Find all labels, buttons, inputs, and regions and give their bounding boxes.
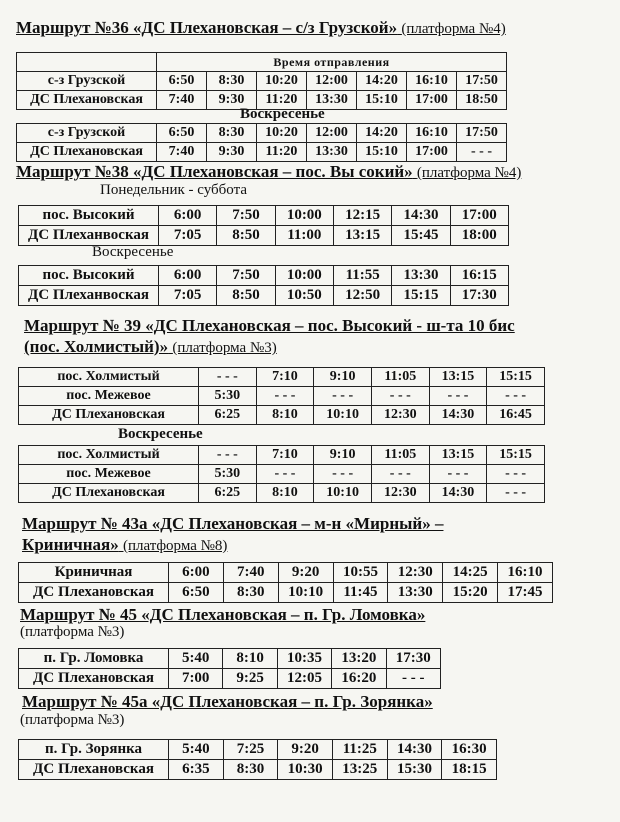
table-row [19, 563, 553, 583]
departure-time-cell: 10:10 [278, 583, 333, 603]
stop-name-cell: пос. Холмистый [19, 368, 199, 387]
table-row [19, 387, 545, 406]
stop-name-cell: ДС Плехановская [19, 406, 199, 425]
route-38-title-text: Маршрут №38 «ДС Плехановская – пос. Вы сокий» [16, 162, 413, 181]
departure-time-cell: 6:35 [169, 760, 224, 780]
departure-time-cell: - - - [429, 387, 487, 406]
route-38-platform: (платформа №4) [416, 165, 522, 181]
departure-time-cell: 18:15 [442, 760, 497, 780]
route-38-weekday-table [18, 205, 509, 246]
departure-time-cell: 10:55 [333, 563, 388, 583]
departure-time-cell: 6:25 [199, 406, 257, 425]
table-row [19, 206, 509, 226]
departure-time-cell: 16:20 [332, 669, 386, 689]
route-38-sunday-label: Воскресенье [92, 244, 174, 260]
stop-name-cell: ДС Плехановская [19, 669, 169, 689]
table-row [19, 226, 509, 246]
departure-time-cell: 13:15 [429, 368, 487, 387]
departure-time-cell: 5:40 [169, 649, 223, 669]
departure-time-cell: 9:30 [207, 143, 257, 162]
departure-time-cell: 18:00 [450, 226, 508, 246]
departure-time-cell: 16:10 [498, 563, 553, 583]
route-39-weekday-table [18, 367, 545, 425]
route-36-sunday-table [16, 123, 507, 162]
departure-time-cell: 5:40 [169, 740, 224, 760]
departure-time-cell: 8:50 [217, 226, 275, 246]
departure-time-cell: 15:10 [357, 143, 407, 162]
departure-time-cell: 17:00 [407, 91, 457, 110]
table-row [19, 286, 509, 306]
route-43a-title-line2 [22, 535, 227, 555]
departure-time-cell: 12:30 [371, 406, 429, 425]
departure-time-cell: 14:20 [357, 72, 407, 91]
departure-time-cell: 17:00 [450, 206, 508, 226]
departure-time-cell: 16:10 [407, 124, 457, 143]
departure-time-cell: 15:30 [387, 760, 442, 780]
departure-time-cell: - - - [199, 368, 257, 387]
stop-name-cell: ДС Плехановская [17, 91, 157, 110]
departure-time-cell: 10:50 [275, 286, 333, 306]
departure-time-cell: 8:30 [207, 72, 257, 91]
departure-time-cell: 6:00 [159, 206, 217, 226]
stop-name-cell: ДС Плехановская [19, 484, 199, 503]
stop-name-cell: ДС Плехановская [17, 143, 157, 162]
departure-time-cell: 18:50 [457, 91, 507, 110]
stop-name-cell: с-з Грузской [17, 72, 157, 91]
stop-name-cell: Криничная [19, 563, 169, 583]
departure-time-cell: 6:00 [169, 563, 224, 583]
table-row [19, 669, 441, 689]
departure-time-cell: 17:50 [457, 72, 507, 91]
departure-time-cell: 11:20 [257, 143, 307, 162]
route-38-weekday-label: Понедельник - суббота [100, 182, 247, 198]
departure-time-cell: - - - [457, 143, 507, 162]
table-row [17, 124, 507, 143]
departure-time-cell: 6:25 [199, 484, 257, 503]
departure-time-cell: 14:30 [387, 740, 442, 760]
departure-time-cell: 7:05 [159, 226, 217, 246]
departure-time-cell: 7:10 [256, 368, 314, 387]
departure-time-cell: 13:30 [307, 91, 357, 110]
route-39-sunday-label: Воскресенье [118, 426, 203, 442]
header-blank-cell [17, 53, 157, 72]
departure-time-cell: 16:30 [442, 740, 497, 760]
departure-time-cell: 11:00 [275, 226, 333, 246]
departure-time-cell: - - - [314, 465, 372, 484]
stop-name-cell: ДС Плехановская [19, 583, 169, 603]
route-43a-table [18, 562, 553, 603]
departure-time-cell: 16:10 [407, 72, 457, 91]
departure-time-cell: 15:45 [392, 226, 450, 246]
departure-time-cell: - - - [314, 387, 372, 406]
departure-time-cell: 8:30 [207, 124, 257, 143]
departure-time-cell: 8:30 [223, 760, 278, 780]
route-45a-platform: (платформа №3) [20, 712, 125, 728]
route-39-platform: (платформа №3) [172, 340, 277, 356]
table-row [19, 446, 545, 465]
stop-name-cell: пос. Высокий [19, 266, 159, 286]
departure-time-cell: 11:45 [333, 583, 388, 603]
departure-time-cell: 12:00 [307, 124, 357, 143]
departure-time-cell: 14:30 [392, 206, 450, 226]
departure-time-cell: 13:20 [332, 649, 386, 669]
stop-name-cell: пос. Высокий [19, 206, 159, 226]
departure-time-cell: 9:20 [278, 740, 333, 760]
departure-time-cell: 7:00 [169, 669, 223, 689]
departure-time-cell: 13:25 [332, 760, 387, 780]
stop-name-cell: ДС Плеханвоская [19, 286, 159, 306]
route-36-title-text: Маршрут №36 «ДС Плехановская – с/з Грузской» [16, 18, 398, 37]
departure-time-cell: - - - [386, 669, 440, 689]
departure-time-cell: 15:15 [487, 446, 545, 465]
table-row [19, 484, 545, 503]
departure-time-cell: 10:35 [277, 649, 331, 669]
departure-time-cell: - - - [256, 465, 314, 484]
departure-time-cell: 8:10 [223, 649, 277, 669]
table-row [19, 740, 497, 760]
stop-name-cell: пос. Межевое [19, 387, 199, 406]
departure-time-cell: 10:00 [275, 206, 333, 226]
departure-time-cell: 7:50 [217, 206, 275, 226]
table-row [19, 368, 545, 387]
departure-time-cell: - - - [199, 446, 257, 465]
departure-time-cell: 13:15 [333, 226, 391, 246]
route-43a-title-line2-text: Криничная» [22, 535, 119, 554]
table-row [19, 266, 509, 286]
departure-time-cell: 7:40 [157, 143, 207, 162]
departure-time-cell: 16:15 [450, 266, 508, 286]
departure-time-cell: 17:00 [407, 143, 457, 162]
departure-time-cell: 6:50 [157, 72, 207, 91]
route-45-table [18, 648, 441, 689]
table-row [19, 583, 553, 603]
departure-time-cell: - - - [487, 387, 545, 406]
departure-time-cell: 9:10 [314, 446, 372, 465]
route-39-title-line1: Маршрут № 39 «ДС Плехановская – пос. Высокий - ш-та 10 бис [24, 316, 515, 335]
departure-time-cell: 11:55 [333, 266, 391, 286]
route-43a-title-line1: Маршрут № 43а «ДС Плехановская – м-н «Мирный» – [22, 514, 444, 533]
departure-time-cell: 9:20 [278, 563, 333, 583]
table-row [19, 465, 545, 484]
departure-time-cell: 16:45 [487, 406, 545, 425]
table-row [19, 760, 497, 780]
route-45a-title: Маршрут № 45а «ДС Плехановская – п. Гр. Зорянка» [22, 692, 433, 711]
stop-name-cell: с-з Грузской [17, 124, 157, 143]
departure-time-cell: 12:15 [333, 206, 391, 226]
departure-time-cell: 17:45 [498, 583, 553, 603]
departure-time-cell: - - - [256, 387, 314, 406]
departure-time-cell: 15:10 [357, 91, 407, 110]
departure-time-cell: 9:30 [207, 91, 257, 110]
departure-time-cell: 12:50 [333, 286, 391, 306]
departure-time-cell: 11:25 [332, 740, 387, 760]
departure-time-cell: 6:50 [169, 583, 224, 603]
route-45a-table [18, 739, 497, 780]
departure-time-cell: 7:40 [223, 563, 278, 583]
departure-time-cell: 5:30 [199, 465, 257, 484]
stop-name-cell: пос. Межевое [19, 465, 199, 484]
route-38-title [16, 162, 521, 182]
departure-time-cell: 12:30 [388, 563, 443, 583]
table-row [17, 143, 507, 162]
departure-time-cell: 8:10 [256, 406, 314, 425]
departure-time-cell: 11:05 [371, 446, 429, 465]
departure-time-header: Время отправления [157, 53, 507, 72]
departure-time-cell: 6:00 [159, 266, 217, 286]
stop-name-cell: ДС Плехановская [19, 760, 169, 780]
departure-time-cell: 7:40 [157, 91, 207, 110]
departure-time-cell: 12:00 [307, 72, 357, 91]
departure-time-cell: 12:05 [277, 669, 331, 689]
departure-time-cell: 17:30 [450, 286, 508, 306]
departure-time-cell: 10:10 [314, 406, 372, 425]
table-row [19, 406, 545, 425]
table-header-row [17, 53, 507, 72]
table-row [17, 72, 507, 91]
departure-time-cell: - - - [487, 465, 545, 484]
departure-time-cell: 6:50 [157, 124, 207, 143]
departure-time-cell: 12:30 [371, 484, 429, 503]
route-36-weekday-table [16, 52, 507, 110]
departure-time-cell: 13:30 [307, 143, 357, 162]
departure-time-cell: 10:20 [257, 72, 307, 91]
route-39-title-line2 [24, 337, 277, 357]
departure-time-cell: 10:30 [278, 760, 333, 780]
route-36-platform: (платформа №4) [401, 21, 506, 37]
stop-name-cell: ДС Плеханвоская [19, 226, 159, 246]
departure-time-cell: 8:50 [217, 286, 275, 306]
departure-time-cell: 10:00 [275, 266, 333, 286]
stop-name-cell: п. Гр. Ломовка [19, 649, 169, 669]
departure-time-cell: 14:30 [429, 484, 487, 503]
route-36-title [16, 18, 506, 38]
stop-name-cell: п. Гр. Зорянка [19, 740, 169, 760]
departure-time-cell: 14:25 [443, 563, 498, 583]
route-45-title: Маршрут № 45 «ДС Плехановская – п. Гр. Ломовка» [20, 605, 426, 624]
departure-time-cell: 7:25 [223, 740, 278, 760]
departure-time-cell: - - - [487, 484, 545, 503]
departure-time-cell: 7:50 [217, 266, 275, 286]
departure-time-cell: 17:50 [457, 124, 507, 143]
departure-time-cell: - - - [371, 387, 429, 406]
route-39-title-line2-text: (пос. Холмистый)» [24, 337, 169, 356]
departure-time-cell: 11:20 [257, 91, 307, 110]
departure-time-cell: 13:30 [392, 266, 450, 286]
departure-time-cell: 13:15 [429, 446, 487, 465]
departure-time-cell: 10:20 [257, 124, 307, 143]
departure-time-cell: 9:10 [314, 368, 372, 387]
departure-time-cell: 8:30 [223, 583, 278, 603]
departure-time-cell: 17:30 [386, 649, 440, 669]
departure-time-cell: 7:05 [159, 286, 217, 306]
departure-time-cell: 15:15 [392, 286, 450, 306]
departure-time-cell: 15:15 [487, 368, 545, 387]
route-36-sunday-label: Воскресенье [240, 106, 325, 122]
departure-time-cell: 7:10 [256, 446, 314, 465]
departure-time-cell: 14:20 [357, 124, 407, 143]
stop-name-cell: пос. Холмистый [19, 446, 199, 465]
table-row [19, 649, 441, 669]
departure-time-cell: 9:25 [223, 669, 277, 689]
route-45-platform: (платформа №3) [20, 624, 125, 640]
departure-time-cell: 14:30 [429, 406, 487, 425]
departure-time-cell: 8:10 [256, 484, 314, 503]
route-38-sunday-table [18, 265, 509, 306]
departure-time-cell: 15:20 [443, 583, 498, 603]
departure-time-cell: - - - [429, 465, 487, 484]
departure-time-cell: 5:30 [199, 387, 257, 406]
departure-time-cell: 11:05 [371, 368, 429, 387]
departure-time-cell: 10:10 [314, 484, 372, 503]
departure-time-cell: 13:30 [388, 583, 443, 603]
route-43a-platform: (платформа №8) [123, 538, 228, 554]
departure-time-cell: - - - [371, 465, 429, 484]
route-39-sunday-table [18, 445, 545, 503]
